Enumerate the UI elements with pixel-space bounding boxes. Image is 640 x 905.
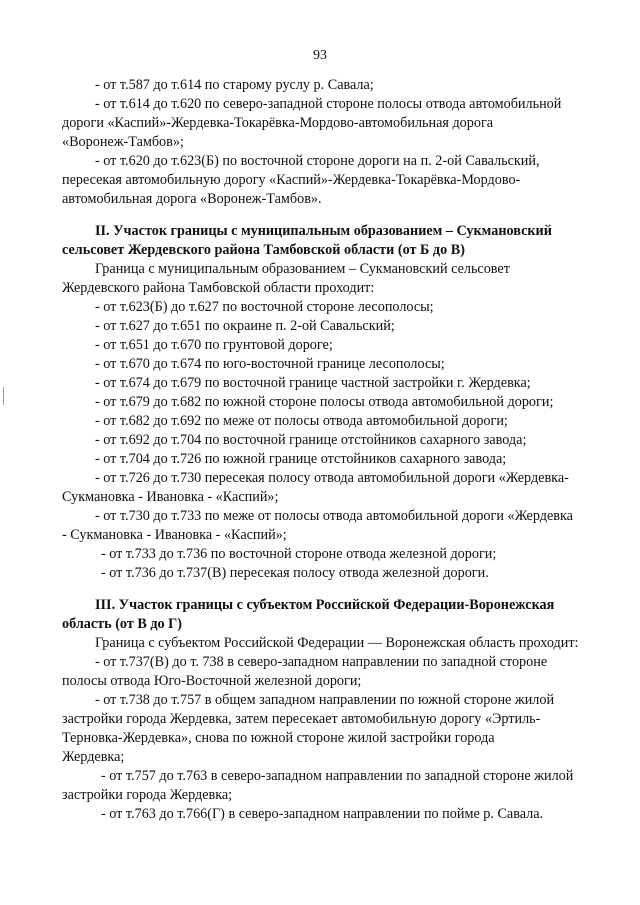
text-line: - от т.757 до т.763 в северо-западном направлении по западной стороне жилой [101, 768, 574, 784]
text-line: - от т.763 до т.766(Г) в северо-западном направлении по пойме р. Савала. [101, 806, 544, 822]
text-line: - от т.733 до т.736 по восточной стороне отвода железной дороги; [101, 546, 497, 562]
text-line: - от т.620 до т.623(Б) по восточной стороне дороги на п. 2-ой Савальский, [95, 153, 540, 169]
text-line: - от т.737(В) до т. 738 в северо-западном направлении по западной стороне [95, 654, 548, 670]
text-line: пересекая автомобильную дорогу «Каспий»-Жердевка-Токарёвка-Мордово- [62, 172, 521, 188]
text-line: «Воронеж-Тамбов»; [62, 134, 184, 150]
text-line: - от т.627 до т.651 по окраине п. 2-ой Савальский; [95, 318, 395, 334]
text-line: - от т.679 до т.682 по южной стороне полосы отвода автомобильной дороги; [95, 394, 554, 410]
text-line: Жердевского района Тамбовской области проходит: [62, 280, 375, 296]
text-line: Сукмановка - Ивановка - «Каспий»; [62, 489, 279, 505]
section-heading: II. Участок границы с муниципальным образованием – Сукмановский [95, 223, 552, 239]
scan-edge-mark [3, 387, 4, 405]
text-line: - от т.704 до т.726 по южной границе отстойников сахарного завода; [95, 451, 507, 467]
text-line: - от т.726 до т.730 пересекая полосу отвода автомобильной дороги «Жердевка- [95, 470, 569, 486]
text-line: - от т.651 до т.670 по грунтовой дороге; [95, 337, 333, 353]
text-line: - от т.736 до т.737(В) пересекая полосу отвода железной дороги. [101, 565, 489, 581]
text-line: дороги «Каспий»-Жердевка-Токарёвка-Мордово-автомобильная дорога [62, 115, 494, 131]
text-line: - от т.692 до т.704 по восточной границе отстойников сахарного завода; [95, 432, 527, 448]
text-line: - от т.730 до т.733 по меже от полосы отвода автомобильной дороги «Жердевка [95, 508, 573, 524]
text-line: Жердевка; [62, 749, 125, 765]
text-line: - от т.682 до т.692 по меже от полосы отвода автомобильной дороги; [95, 413, 508, 429]
section-heading: сельсовет Жердевского района Тамбовской области (от Б до В) [62, 242, 465, 258]
section-heading: область (от В до Г) [62, 616, 182, 632]
text-line: - Сукмановка - Ивановка - «Каспий»; [62, 527, 287, 543]
text-line: Граница с муниципальным образованием – Сукмановский сельсовет [95, 261, 510, 277]
text-line: Граница с субъектом Российской Федерации — Воронежская область проходит: [95, 635, 579, 651]
text-line: - от т.623(Б) до т.627 по восточной стороне лесополосы; [95, 299, 434, 315]
text-line: застройки города Жердевка; [62, 787, 233, 803]
text-line: - от т.614 до т.620 по северо-западной стороне полосы отвода автомобильной [95, 96, 562, 112]
text-line: полосы отвода Юго-Восточной железной дороги; [62, 673, 362, 689]
text-line: - от т.674 до т.679 по восточной границе частной застройки г. Жердевка; [95, 375, 531, 391]
page-number: 93 [313, 48, 327, 63]
section-heading: III. Участок границы с субъектом Российской Федерации-Воронежская [95, 597, 555, 613]
text-line: автомобильная дорога «Воронеж-Тамбов». [62, 191, 322, 207]
text-line: - от т.670 до т.674 по юго-восточной границе лесополосы; [95, 356, 445, 372]
text-line: застройки города Жердевка, затем пересекает автомобильную дорогу «Эртиль- [62, 711, 541, 727]
text-line: - от т.738 до т.757 в общем западном направлении по южной стороне жилой [95, 692, 555, 708]
text-line: Терновка-Жердевка», снова по южной стороне жилой застройки города [62, 730, 495, 746]
text-line: - от т.587 до т.614 по старому руслу р. Савала; [95, 77, 374, 93]
